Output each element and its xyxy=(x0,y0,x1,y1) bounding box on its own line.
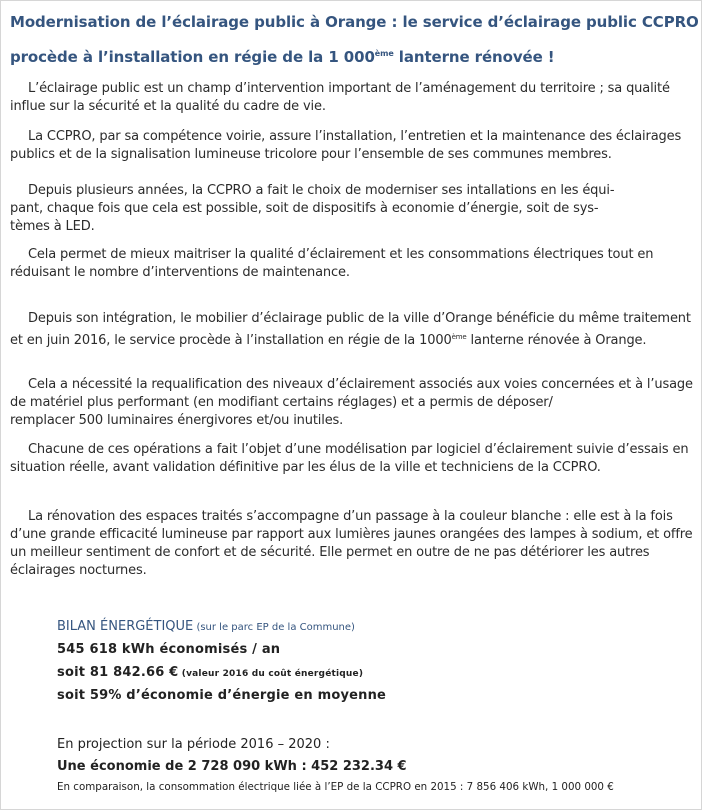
paragraph-modelisation: Chacune de ces opérations a fait l’objet d’une modélisation par logiciel d’éclairement suivie d’essais en situation réelle, avant validation définitive par les élus de la ville et techniciens de la CCPRO. xyxy=(10,442,689,475)
bilan-heading-text: BILAN ÉNERGÉTIQUE xyxy=(57,619,194,634)
bilan-kwh-saved: 545 618 kWh économisés / an xyxy=(57,642,281,657)
bilan-euro-value: soit 81 842.66 € xyxy=(57,665,179,680)
ordinal-suffix: ème xyxy=(451,333,467,341)
paragraph-text-end: lanterne rénovée à Orange. xyxy=(466,333,647,348)
paragraph-orange-integration xyxy=(10,310,698,350)
paragraph-ccpro-competence: La CCPRO, par sa compétence voirie, assure l’installation, l’entretien et la maintenance des éclairages publics et de la signalisation lumineuse tricolore pour l’ensemble de ses communes membres. xyxy=(10,129,682,162)
projection-comparison: En comparaison, la consommation électrique liée à l’EP de la CCPRO en 2015 : 7 856 406 kWh, 1 000 000 € xyxy=(57,781,614,793)
article-title xyxy=(10,6,700,73)
projection-economy: Une économie de 2 728 090 kWh : 452 232.34 € xyxy=(57,759,407,774)
bilan-euro-saved xyxy=(57,664,363,683)
paragraph-text: Depuis son intégration, le mobilier d’éclairage public de la ville d’Orange bénéficie du même traitement et en juin 2016, le service procède à l’installation en régie de la 1000 xyxy=(10,311,691,348)
paragraph-couleur-blanche: La rénovation des espaces traités s’accompagne d’un passage à la couleur blanche : elle est à la fois d’une grande efficacité lumineuse par rapport aux lumières jaunes orangées des lampes à sodium, et offre un meilleur sentiment de confort et de sécurité. Elle permet en outre de ne pas détériorer les autres éclairages nocturnes. xyxy=(10,509,693,578)
projection-intro: En projection sur la période 2016 – 2020 : xyxy=(57,737,330,752)
bilan-heading-note: (sur le parc EP de la Commune) xyxy=(193,622,355,633)
paragraph-intro: L’éclairage public est un champ d’intervention important de l’aménagement du territoire ; sa qualité influe sur la sécurité et la qualité du cadre de vie. xyxy=(10,81,670,114)
bilan-heading xyxy=(57,618,355,637)
title-text-end: lanterne rénovée ! xyxy=(393,48,555,66)
paragraph-requalification: Cela a nécessité la requalification des niveaux d’éclairement associés aux voies concernées et à l’usage de matériel plus performant (en modifiant certains réglages) et a permis de déposer/ remplacer 500 luminaires énergivores et/ou inutiles. xyxy=(10,377,693,428)
bilan-percent-saved: soit 59% d’économie d’énergie en moyenne xyxy=(57,688,387,703)
title-text: Modernisation de l’éclairage public à Orange : le service d’éclairage public CCPRO procède à l’installation en régie de la 1 000 xyxy=(10,13,699,66)
paragraph-modernisation: Depuis plusieurs années, la CCPRO a fait le choix de moderniser ses intallations en les équi- pant, chaque fois que cela est possible, soit de dispositifs à economie d’énergie, soit de sys- tèmes à LED. xyxy=(10,183,615,234)
paragraph-maitrise: Cela permet de mieux maitriser la qualité d’éclairement et les consommations électriques tout en réduisant le nombre d’interventions de maintenance. xyxy=(10,247,654,280)
title-ordinal-suffix: ème xyxy=(374,49,394,58)
bilan-euro-note: (valeur 2016 du coût énergétique) xyxy=(178,669,364,679)
